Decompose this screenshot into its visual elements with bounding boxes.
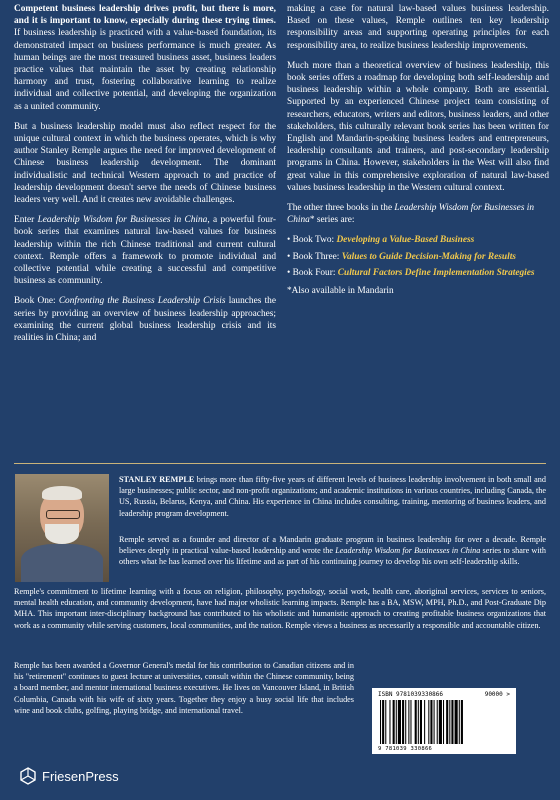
publisher-name: FriesenPress [42,768,119,784]
other-books-post: * series are: [309,215,355,226]
roadmap-paragraph: Much more than a theoretical overview of business leadership, this book series offers a roadmap for developing both self-leadership and business leadership within a whole company. Both are essential. Supported by an experienced Chinese project team consisting of researchers, educators, writers and editors, business leaders, and other stakeholders, this culturally relevant book series has been written for English and Mandarin-speaking business leaders and entrepreneurs, leadership consultants and trainers, and post-secondary leadership programs in China. However, stakeholders in the West will also find great value in this comprehensive exploration of natural law-based values business leadership in the Western cultural context. [287,60,549,193]
photo-shirt [21,544,103,582]
intro-paragraph [14,3,276,113]
author-bio-intro [119,474,546,519]
right-column [287,3,549,297]
other-books-series-title: Leadership Wisdom for Businesses in China [287,203,535,226]
photo-beard [45,524,79,544]
series-intro-pre: Enter [14,215,38,226]
barcode-digits: 9 781039 330866 [378,746,433,752]
author-bio-founder [119,534,546,568]
price-code: 90000 > [484,691,510,698]
author-bio-founder-pre: Remple served as a founder and director of a Mandarin graduate program in business leadership for over a decade. Remple believes deeply in practical value-based leadership and wrote the [119,535,546,556]
author-bio-awards: Remple has been awarded a Governor General's medal for his contribution to Canadian citizens and in his "retirement" continues to guest lecture at universities, consult within the Chinese community, being a board member, and mentor international business executives. He lives on Vancouver Island, in British Columbia, Canada with his wife of sixty years. Together they enjoy a busy social life that includes wine and book clubs, golfing, playing bridge, and international travel. [14,661,354,715]
other-books-intro [287,202,549,226]
barcode-bars [378,700,510,744]
isbn-label: ISBN 9781039330866 [378,691,444,698]
author-name: STANLEY REMPLE [119,475,195,484]
book-one-paragraph [14,295,276,344]
book-three-title: Values to Guide Decision-Making for Results [341,251,516,262]
author-bio-founder-post: series to share with others what he has learned over his lifetime and as part of his continuing journey to develop his own self-leadership skills. [119,546,546,567]
photo-glasses [46,510,80,519]
author-photo [15,474,109,582]
author-bio-intro-text: brings more than fifty-five years of different levels of business leadership involvement in both small and large businesses; public sector, and non-profit organizations; and academic institutions in various countries, including Canada, the US, Russia, Belarus, Kenya, and China. His experience in China includes consulting, training, mentoring of business leaders, and leadership program development. [119,475,546,518]
series-title: Leadership Wisdom for Businesses in China [37,215,208,226]
book-two-item [287,234,549,246]
book-three-item [287,251,549,263]
isbn-barcode [372,688,516,754]
book-two-label: • Book Two: [287,235,337,246]
book-one-pre: Book One: [14,296,59,307]
book-four-label: • Book Four: [287,267,338,278]
book-one-post: launches the series by providing an overview of business leadership approaches; examining the current global business leadership crisis and its realities in China; and [14,296,276,344]
author-bio-series-title: Leadership Wisdom for Businesses in China [335,546,481,556]
series-intro-post: , a powerful four-book series that examines natural law-based values for business leadership within the rich Chinese traditional and current cultural context. Remple offers a framework to promote individual and collective potential while creating a successful and competitive business as community. [14,215,276,287]
book-three-label: • Book Three: [287,251,342,262]
book-one-continued-paragraph: making a case for natural law-based values business leadership. Based on these values, Remple outlines ten key leadership responsibility areas and supporting operating principles for each responsibility area, to realize business leadership improvements. [287,4,549,51]
book-two-title: Developing a Value-Based Business [336,235,475,246]
other-books-pre: The other three books in the [287,203,395,214]
section-divider [14,463,546,464]
book-four-title: Cultural Factors Define Implementation Strategies [337,267,535,278]
intro-text: If business leadership is practiced with a value-based foundation, its demonstrated impact on business performance is much greater. As human beings are the most treasured business asset, business leaders practice values that maintain the asset by creating relationship harmony and trust, fostering collaborative learning to realize individual and collective potential, and developing the organization as a united community. [14,28,276,112]
publisher-logo [19,767,119,785]
cultural-context-paragraph: But a business leadership model must also reflect respect for the unique cultural context in which the business operates, which is why author Stanley Remple argues the need for improved development of Chinese business leadership development. The dominant individualistic and technical Western approach to and practice of leadership development doesn't serve the needs of Chinese business leaders very well. And it creates new avoidable challenges. [14,121,276,206]
author-bio-learning: Remple's commitment to lifetime learning with a focus on religion, philosophy, psychology, social work, health care, aboriginal services, services to seniors, mental health education, and community development, have had major wholistic learning impacts. Remple has a BA, MSW, MPH, Ph.D., and Post-Graduate Dip MHA. This important inter-disciplinary background has contributed to his wholistic and humanistic approach to creating profitable business organizations that work as a community while serving customers, local communities, and the nation. Remple views a business as necessarily a responsible and accountable citizen. [14,587,546,630]
book-four-item [287,267,549,279]
mandarin-note: *Also available in Mandarin [287,286,394,297]
intro-bold-text: Competent business leadership drives profit, but there is more, and it is important to know, especially during these trying times. [14,4,276,27]
left-column [14,3,276,352]
book-one-title: Confronting the Business Leadership Crisis [58,296,226,307]
photo-hair [42,486,82,500]
series-intro-paragraph [14,214,276,287]
publisher-icon [19,767,37,785]
